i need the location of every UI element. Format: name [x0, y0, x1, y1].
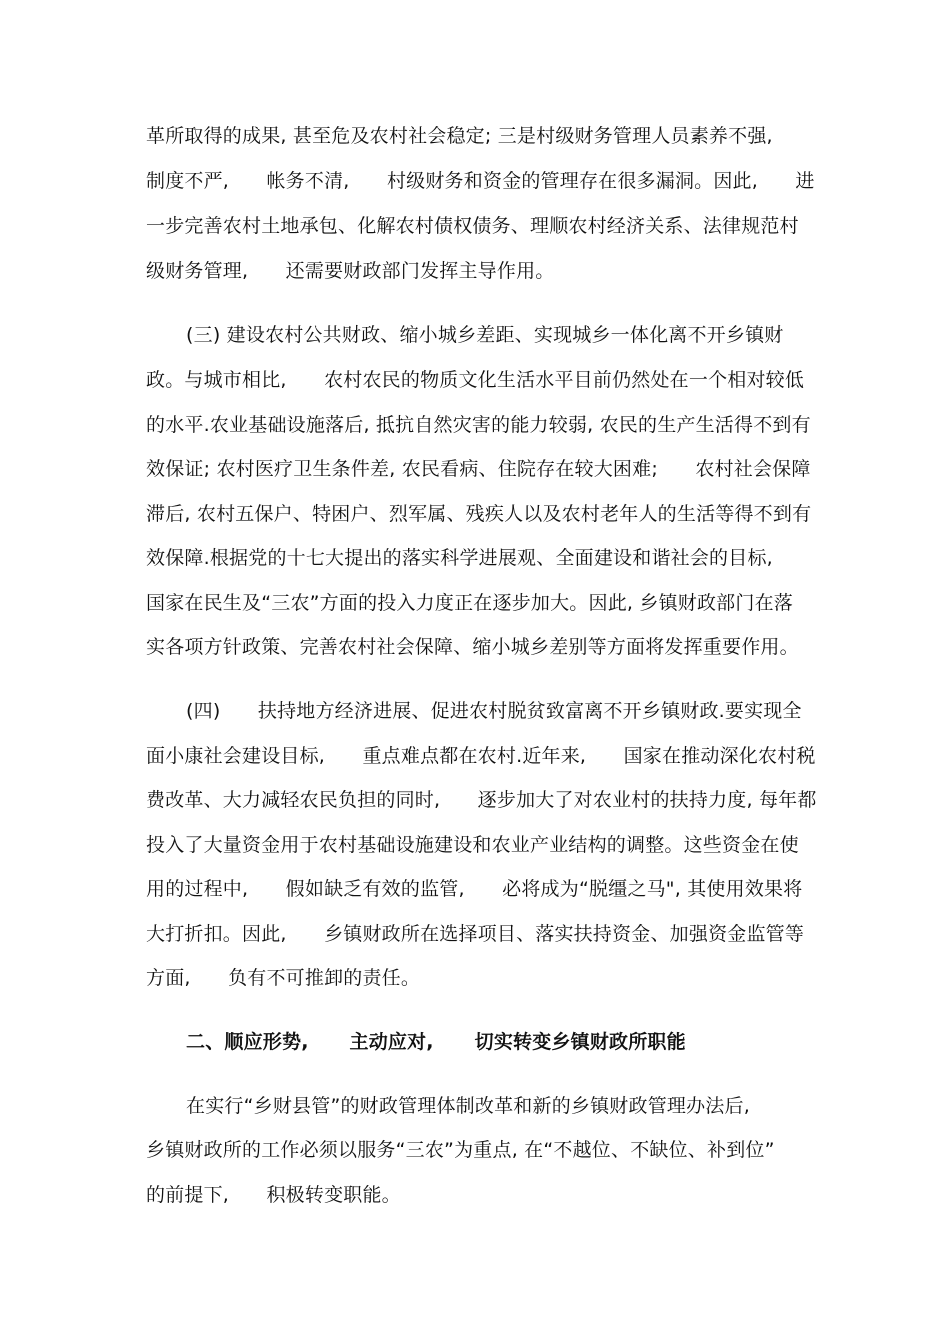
- paragraph-2-line-2: 政。与城市相比, 农村农民的物质文化生活水平目前仍然处在一个相对较低: [146, 369, 805, 391]
- section-heading: 二、顺应形势, 主动应对, 切实转变乡镇财政所职能: [186, 1031, 686, 1053]
- paragraph-4-line-2: 乡镇财政所的工作必须以服务“三农”为重点, 在“不越位、不缺位、补到位”: [146, 1139, 775, 1161]
- paragraph-2-line-8: 实各项方针政策、完善农村社会保障、缩小城乡差别等方面将发挥重要作用。: [146, 636, 799, 658]
- paragraph-3-line-6: 大打折扣。因此, 乡镇财政所在选择项目、落实扶持资金、加强资金监管等: [146, 923, 805, 945]
- paragraph-2-line-3: 的水平.农业基础设施落后, 抵抗自然灾害的能力较弱, 农民的生产生活得不到有: [146, 414, 811, 436]
- paragraph-3-line-4: 投入了大量资金用于农村基础设施建设和农业产业结构的调整。这些资金在使: [146, 834, 799, 856]
- paragraph-1-line-1: 革所取得的成果, 甚至危及农村社会稳定; 三是村级财务管理人员素养不强,: [146, 125, 773, 147]
- paragraph-3-line-5: 用的过程中, 假如缺乏有效的监管, 必将成为“脱缰之马", 其使用效果将: [146, 878, 803, 900]
- paragraph-3-line-1: (四) 扶持地方经济进展、促进农村脱贫致富离不开乡镇财政.要实现全: [186, 700, 802, 722]
- paragraph-3-line-3: 费改革、大力减轻农民负担的同时, 逐步加大了对农业村的扶持力度, 每年都: [146, 789, 817, 811]
- paragraph-2-line-7: 国家在民生及“三农”方面的投入力度正在逐步加大。因此, 乡镇财政部门在落: [146, 592, 793, 614]
- paragraph-3-line-7: 方面, 负有不可推卸的责任。: [146, 967, 421, 989]
- paragraph-2-line-6: 效保障.根据党的十七大提出的落实科学进展观、全面建设和谐社会的目标,: [146, 547, 773, 569]
- paragraph-2-line-5: 滞后, 农村五保户、特困户、烈军属、残疾人以及农村老年人的生活等得不到有: [146, 503, 812, 525]
- paragraph-1-line-2: 制度不严, 帐务不清, 村级财务和资金的管理存在很多漏洞。因此, 进: [146, 170, 815, 192]
- paragraph-1-line-4: 级财务管理, 还需要财政部门发挥主导作用。: [146, 260, 555, 282]
- paragraph-4-line-3: 的前提下, 积极转变职能。: [146, 1184, 401, 1206]
- paragraph-3-line-2: 面小康社会建设目标, 重点难点都在农村.近年来, 国家在推动深化农村税: [146, 745, 816, 767]
- paragraph-1-line-3: 一步完善农村土地承包、化解农村债权债务、理顺农村经济关系、法律规范村: [146, 215, 799, 237]
- paragraph-2-line-1: (三) 建设农村公共财政、缩小城乡差距、实现城乡一体化离不开乡镇财: [186, 324, 784, 346]
- paragraph-2-line-4: 效保证; 农村医疗卫生条件差, 农民看病、住院存在较大困难; 农村社会保障: [146, 458, 811, 480]
- paragraph-4-line-1: 在实行“乡财县管”的财政管理体制改革和新的乡镇财政管理办法后,: [186, 1095, 750, 1117]
